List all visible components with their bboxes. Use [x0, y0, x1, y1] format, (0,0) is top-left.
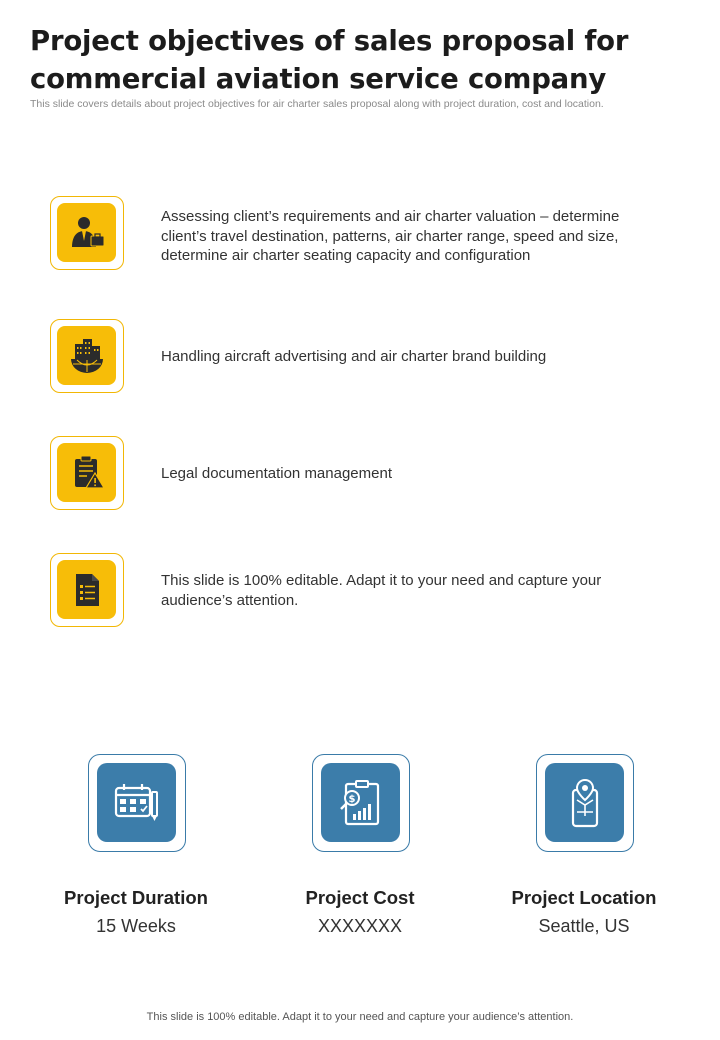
info-card-duration: [26, 754, 246, 954]
buildings-globe-icon: [67, 336, 107, 376]
info-icon-frame: [536, 754, 634, 852]
info-card-cost: [250, 754, 470, 954]
objective-icon-frame: [50, 436, 124, 510]
svg-text:$: $: [348, 793, 355, 805]
page-title: Project objectives of sales proposal for commercial aviation service company: [30, 25, 629, 95]
location-map-icon: [560, 778, 610, 828]
objective-text: This slide is 100% editable. Adapt it to your need and capture your audience’s attention.: [161, 572, 602, 609]
objective-item: [50, 319, 670, 393]
objective-item: [50, 196, 670, 270]
info-icon-frame: [88, 754, 186, 852]
info-card-value: Seattle, US: [538, 916, 630, 936]
info-card-value: XXXXXXX: [317, 916, 403, 936]
clipboard-warning-icon: [67, 453, 107, 493]
info-card-label: Project Cost: [305, 887, 415, 908]
objective-icon-frame: [50, 196, 124, 270]
calendar-icon: [112, 778, 162, 828]
info-icon-frame: [312, 754, 410, 852]
info-card-value: 15 Weeks: [96, 916, 176, 936]
checklist-document-icon: [67, 570, 107, 610]
info-card-label: Project Location: [511, 887, 657, 908]
objective-icon-frame: [50, 553, 124, 627]
objective-text: Handling aircraft advertising and air charter brand building: [161, 348, 547, 365]
objective-item: [50, 553, 670, 627]
objective-icon-frame: [50, 319, 124, 393]
page-subtitle: This slide covers details about project objectives for air charter sales proposal along with project duration, cost and location.: [30, 98, 604, 110]
cost-report-icon: [336, 778, 386, 828]
objective-item: [50, 436, 670, 510]
objective-text: Legal documentation management: [161, 465, 392, 482]
footer-note: This slide is 100% editable. Adapt it to your need and capture your audience’s attention.: [146, 1011, 574, 1023]
objective-text: Assessing client’s requirements and air charter valuation – determine client’s travel destination, patterns, air charter range, speed and size, determine air charter seating capacity and configuration: [161, 208, 620, 264]
info-card-label: Project Duration: [64, 887, 208, 908]
info-card-location: [474, 754, 694, 954]
businessman-icon: [67, 213, 107, 253]
